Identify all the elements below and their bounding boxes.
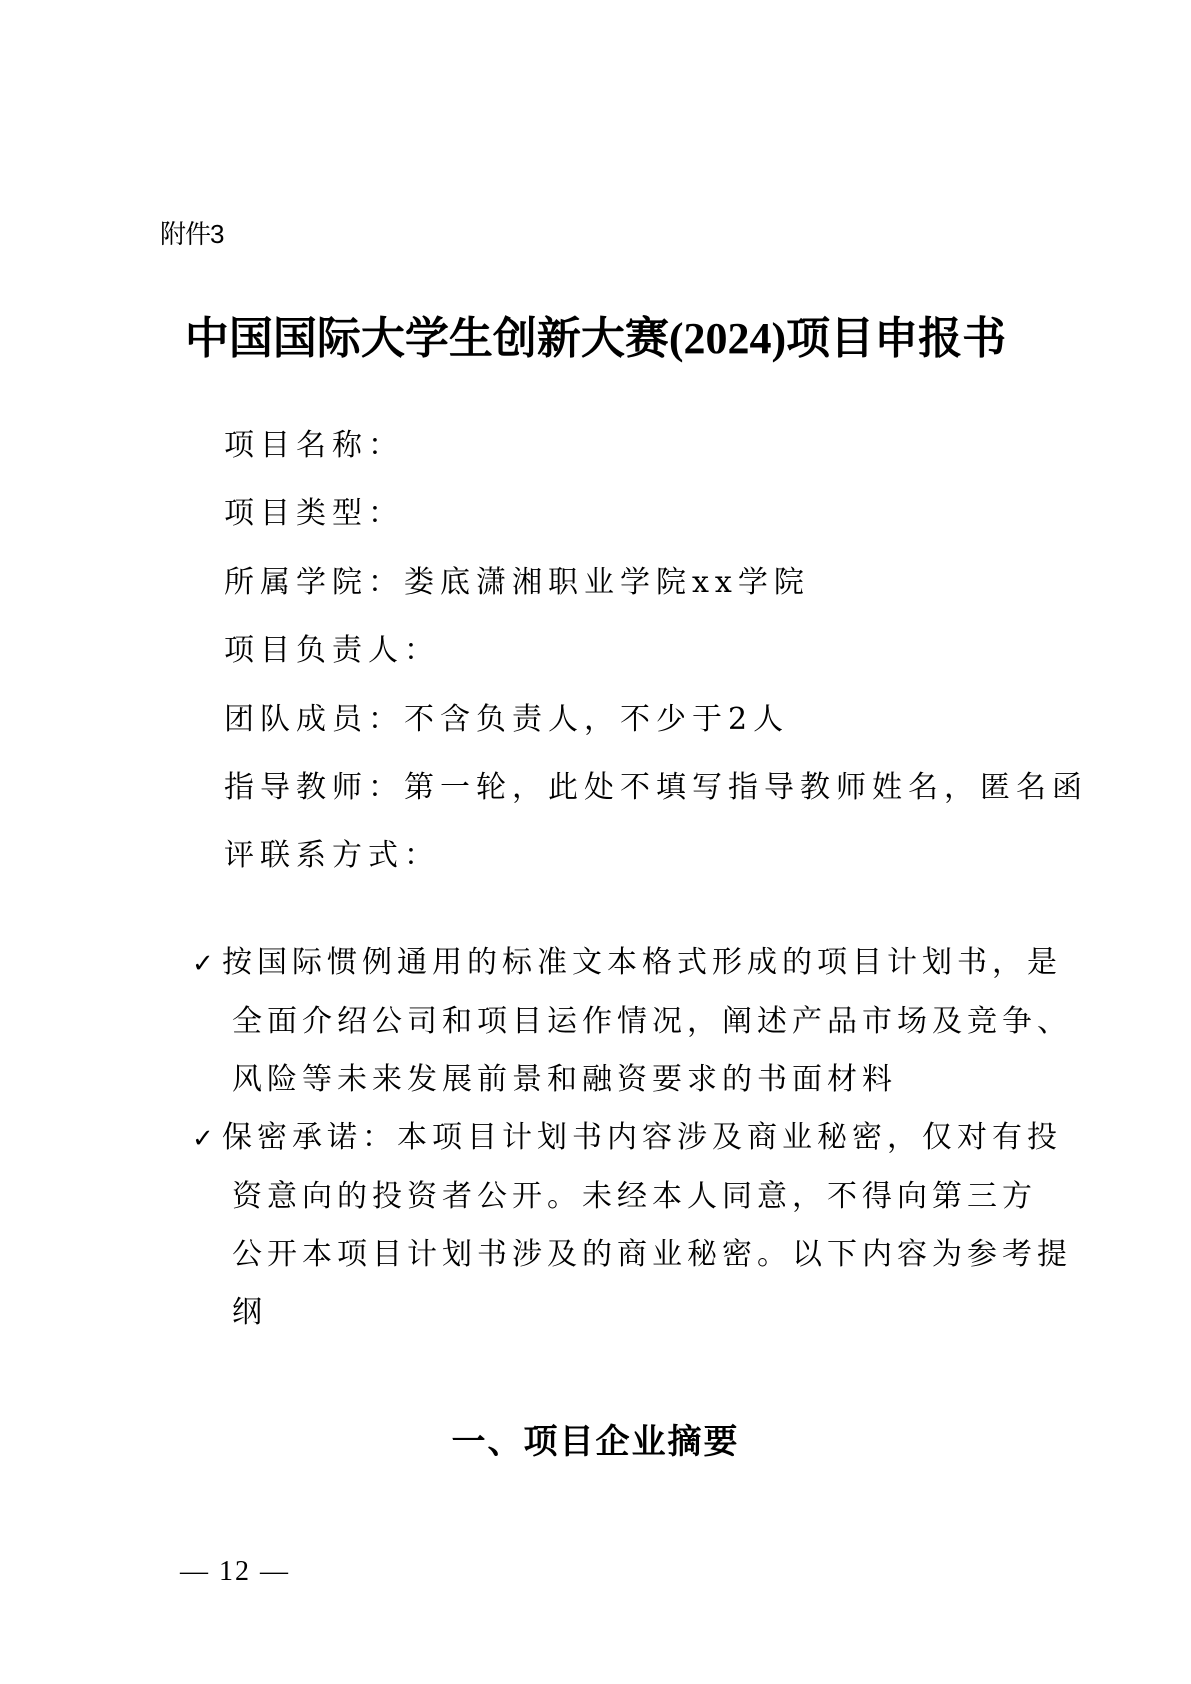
attachment-label: 附件3	[160, 219, 224, 249]
note-business-plan	[192, 934, 1072, 1109]
page-number: — 12 —	[180, 1556, 290, 1587]
checkmark-icon: ✓	[192, 1124, 214, 1154]
field-value: 娄底潇湘职业学院xx学院	[404, 565, 810, 600]
field-advisor	[224, 762, 1088, 806]
field-label: 团队成员：	[224, 702, 404, 737]
field-label: 项目类型：	[224, 496, 404, 531]
field-value: 第一轮，此处不填写指导教师姓名，匿名函	[404, 770, 1088, 805]
note-line: ✓ 保密承诺：本项目计划书内容涉及商业秘密，仅对有投	[192, 1109, 1052, 1168]
field-label: 评联系方式：	[224, 838, 440, 873]
note-line: 资意向的投资者公开。未经本人同意，不得向第三方	[232, 1179, 1037, 1214]
note-line: 全面介绍公司和项目运作情况，阐述产品市场及竞争、	[232, 1004, 1072, 1039]
field-college	[224, 557, 810, 601]
field-label: 项目名称：	[224, 428, 404, 463]
field-label: 所属学院：	[224, 565, 404, 600]
field-project-name	[224, 420, 404, 464]
note-line: 风险等未来发展前景和融资要求的书面材料	[232, 1062, 897, 1097]
field-project-leader	[224, 625, 440, 669]
checkmark-icon: ✓	[192, 949, 214, 979]
field-value: 不含负责人，不少于2人	[404, 702, 790, 737]
field-label: 指导教师：	[224, 770, 404, 805]
section-heading: 一、项目企业摘要	[451, 1422, 740, 1462]
field-label: 项目负责人：	[224, 633, 440, 668]
note-line: 公开本项目计划书涉及的商业秘密。以下内容为参考提	[232, 1237, 1072, 1272]
field-contact	[224, 830, 440, 874]
note-line: ✓ 按国际惯例通用的标准文本格式形成的项目计划书，是	[192, 934, 1052, 993]
note-confidentiality	[192, 1109, 1072, 1342]
field-project-type	[224, 488, 404, 532]
field-team-members	[224, 694, 789, 738]
document-title: 中国国际大学生创新大赛(2024)项目申报书	[184, 314, 1007, 363]
note-line: 纲	[232, 1295, 267, 1330]
